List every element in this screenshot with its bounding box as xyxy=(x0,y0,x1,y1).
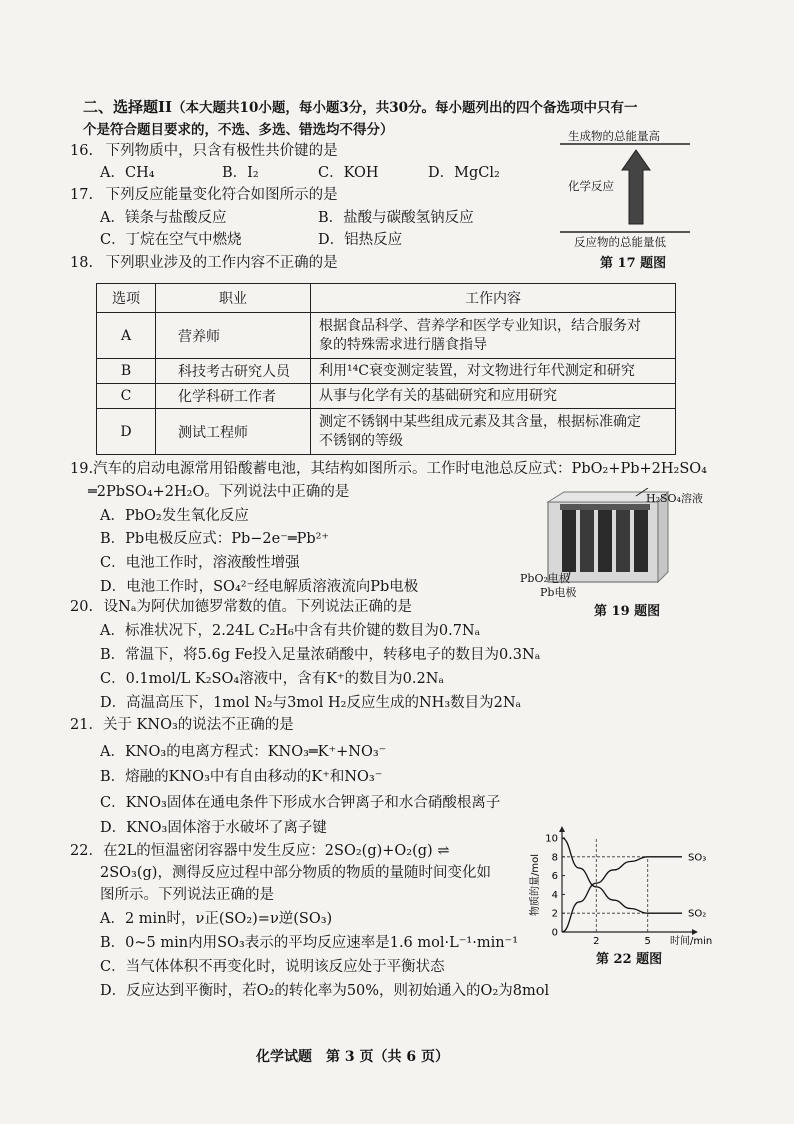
q18-row-c-content: 从事与化学有关的基础研究和应用研究 xyxy=(311,384,676,409)
q17-fig-mid-label: 化学反应 xyxy=(568,179,614,193)
q17-fig-top-label: 生成物的总能量高 xyxy=(568,129,660,143)
y-tick-label: 10 xyxy=(545,833,558,845)
q18-row-a-job: 营养师 xyxy=(156,313,311,359)
q19-stem-line2: ═2PbSO₄+2H₂O。下列说法中正确的是 xyxy=(88,484,350,500)
table-row xyxy=(97,384,676,409)
x-tick-label: 5 xyxy=(644,936,651,946)
q18-row-a-content-line1: 根据食品科学、营养学和医学专业知识，结合服务对 xyxy=(319,317,641,334)
q20-option-c: C．0.1mol/L K₂SO₄溶液中，含有K⁺的数目为0.2Nₐ xyxy=(100,671,444,687)
q21-stem-text: 关于 KNO₃的说法不正确的是 xyxy=(102,717,294,733)
q19-option-c: C．电池工作时，溶液酸性增强 xyxy=(100,555,300,571)
table-row xyxy=(97,313,676,359)
q21-option-b: B．熔融的KNO₃中有自由移动的K⁺和NO₃⁻ xyxy=(100,769,383,785)
q18-stem-text: 下列职业涉及的工作内容不正确的是 xyxy=(105,255,338,271)
q22-stem1: 在2L的恒温密闭容器中发生反应：2SO₂(g)+O₂(g) ⇌ xyxy=(102,843,450,859)
q19-fig-pbo2-label: PbO₂电极 xyxy=(520,572,570,585)
q20-stem-text: 设Nₐ为阿伏加德罗常数的值。下列说法正确的是 xyxy=(103,599,412,615)
q16-option-c: C．KOH xyxy=(318,165,379,181)
q19-option-a: A．PbO₂发生氧化反应 xyxy=(100,508,249,524)
q21-option-d: D．KNO₃固体溶于水破坏了离子键 xyxy=(100,820,327,836)
x-tick-label: 2 xyxy=(593,936,600,946)
q17-option-b: B．盐酸与碳酸氢钠反应 xyxy=(318,210,474,226)
q19-option-d: D．电池工作时，SO₄²⁻经电解质溶液流向Pb电极 xyxy=(100,579,419,595)
q22-stem-line2: 2SO₃(g)，测得反应过程中部分物质的物质的量随时间变化如 xyxy=(100,865,491,881)
q19-fig-solution-label: H₂SO₄溶液 xyxy=(646,492,703,505)
q17-fig-bottom-label: 反应物的总能量低 xyxy=(574,235,666,249)
q18-number: 18. xyxy=(70,255,94,271)
q18-stem xyxy=(70,254,338,272)
q18-row-a-option: A xyxy=(97,313,156,359)
section-desc-line2: 个是符合题目要求的，不选、多选、错选均不得分） xyxy=(83,122,394,138)
q18-row-a-content-line2: 象的特殊需求进行膳食指导 xyxy=(319,336,487,353)
q22-option-c: C．当气体体积不再变化时，说明该反应处于平衡状态 xyxy=(100,959,445,975)
q18-row-d-content-line1: 测定不锈钢中某些组成元素及其含量，根据标准确定 xyxy=(319,413,641,430)
q19-number: 19. xyxy=(70,461,94,477)
q18-row-d-content-line2: 不锈钢的等级 xyxy=(319,432,403,449)
q16-option-a: A．CH₄ xyxy=(100,165,155,181)
x-axis-label: 时间/min xyxy=(670,936,713,946)
table-row xyxy=(97,409,676,455)
q20-option-d: D．高温高压下，1mol N₂与3mol H₂反应生成的NH₃数目为2Nₐ xyxy=(100,695,522,711)
q21-number: 21． xyxy=(70,717,103,733)
y-axis-arrow xyxy=(559,826,565,832)
q16-stem-text: 下列物质中，只含有极性共价键的是 xyxy=(105,143,338,159)
q16-option-d: D．MgCl₂ xyxy=(428,165,500,181)
q22-caption: 第 22 题图 xyxy=(596,952,663,967)
q19-fig-caption: 第 19 题图 xyxy=(594,604,661,619)
q18-table-header xyxy=(97,284,676,313)
q20-option-a: A．标准状况下，2.24L C₂H₆中含有共价键的数目为0.7Nₐ xyxy=(100,623,481,639)
q18-header-job: 职业 xyxy=(156,284,311,313)
x-axis-arrow xyxy=(692,929,698,935)
q17-stem-text: 下列反应能量变化符合如图所示的是 xyxy=(105,187,338,203)
q18-row-d-option: D xyxy=(97,409,156,455)
q18-table xyxy=(96,283,676,455)
q18-header-content: 工作内容 xyxy=(311,284,676,313)
q18-header-option: 选项 xyxy=(97,284,156,313)
section-title: 二、选择题II xyxy=(83,98,173,116)
q22-option-b: B．0~5 min内用SO₃表示的平均反应速率是1.6 mol·L⁻¹·min⁻¹ xyxy=(100,935,519,951)
q19-option-b: B．Pb电极反应式：Pb−2e⁻═Pb²⁺ xyxy=(100,531,330,547)
section-header xyxy=(83,96,638,117)
y-tick-label: 6 xyxy=(551,871,558,883)
section-desc-line1: （本大题共10小题，每小题3分，共30分。每小题列出的四个备选项中只有一 xyxy=(172,100,638,116)
q18-row-d-content xyxy=(311,409,676,455)
q21-option-a: A．KNO₃的电离方程式：KNO₃═K⁺+NO₃⁻ xyxy=(100,744,387,760)
q20-stem xyxy=(70,598,412,616)
q16-number: 16. xyxy=(70,143,94,159)
q19-fig-pb-label: Pb电极 xyxy=(540,586,577,599)
y-tick-label: 4 xyxy=(551,889,558,901)
q22-option-d: D．反应达到平衡时，若O₂的转化率为50%，则初始通入的O₂为8mol xyxy=(100,983,550,999)
q17-stem xyxy=(70,186,338,204)
q18-row-d-job: 测试工程师 xyxy=(156,409,311,455)
q17-option-a: A．镁条与盐酸反应 xyxy=(100,210,227,226)
q18-row-b-job: 科技考古研究人员 xyxy=(156,359,311,384)
q18-row-a-content xyxy=(311,313,676,359)
q21-option-c: C．KNO₃固体在通电条件下形成水合钾离子和水合硝酸根离子 xyxy=(100,795,501,811)
q17-fig-caption: 第 17 题图 xyxy=(600,256,667,271)
q20-number: 20. xyxy=(70,599,94,615)
q18-row-c-option: C xyxy=(97,384,156,409)
q22-number: 22． xyxy=(70,843,103,859)
y-axis-label: 物质的量/mol xyxy=(530,853,541,917)
q21-stem xyxy=(70,716,294,734)
up-arrow-icon xyxy=(622,150,650,224)
series-label: SO₂ xyxy=(688,908,707,920)
q17-number: 17. xyxy=(70,187,94,203)
q17-option-d: D．铝热反应 xyxy=(318,232,403,248)
table-row xyxy=(97,359,676,384)
y-tick-label: 0 xyxy=(551,927,558,939)
page-footer: 化学试题 第 3 页（共 6 页） xyxy=(256,1049,449,1065)
q17-option-c: C．丁烷在空气中燃烧 xyxy=(100,232,242,248)
q18-row-b-content: 利用¹⁴C衰变测定装置，对文物进行年代测定和研究 xyxy=(311,359,676,384)
q16-stem xyxy=(70,142,338,160)
y-tick-label: 2 xyxy=(551,908,558,920)
y-tick-label: 8 xyxy=(551,852,558,864)
q18-row-c-job: 化学科研工作者 xyxy=(156,384,311,409)
q19-stem1: 汽车的启动电源常用铅酸蓄电池，其结构如图所示。工作时电池总反应式：PbO₂+Pb+2H₂SO₄ xyxy=(93,461,707,477)
q22-stem-line1 xyxy=(70,842,449,860)
q16-option-b: B．I₂ xyxy=(222,165,259,181)
q22-option-a: A．2 min时，ν正(SO₂)=ν逆(SO₃) xyxy=(100,911,333,927)
q22-stem-line3: 图所示。下列说法正确的是 xyxy=(100,887,274,903)
q20-option-b: B．常温下，将5.6g Fe投入足量浓硝酸中，转移电子的数目为0.3Nₐ xyxy=(100,647,541,663)
q19-stem-line1 xyxy=(70,460,707,478)
q18-row-b-option: B xyxy=(97,359,156,384)
series-label: SO₃ xyxy=(688,852,707,864)
q22-chart xyxy=(526,826,726,946)
